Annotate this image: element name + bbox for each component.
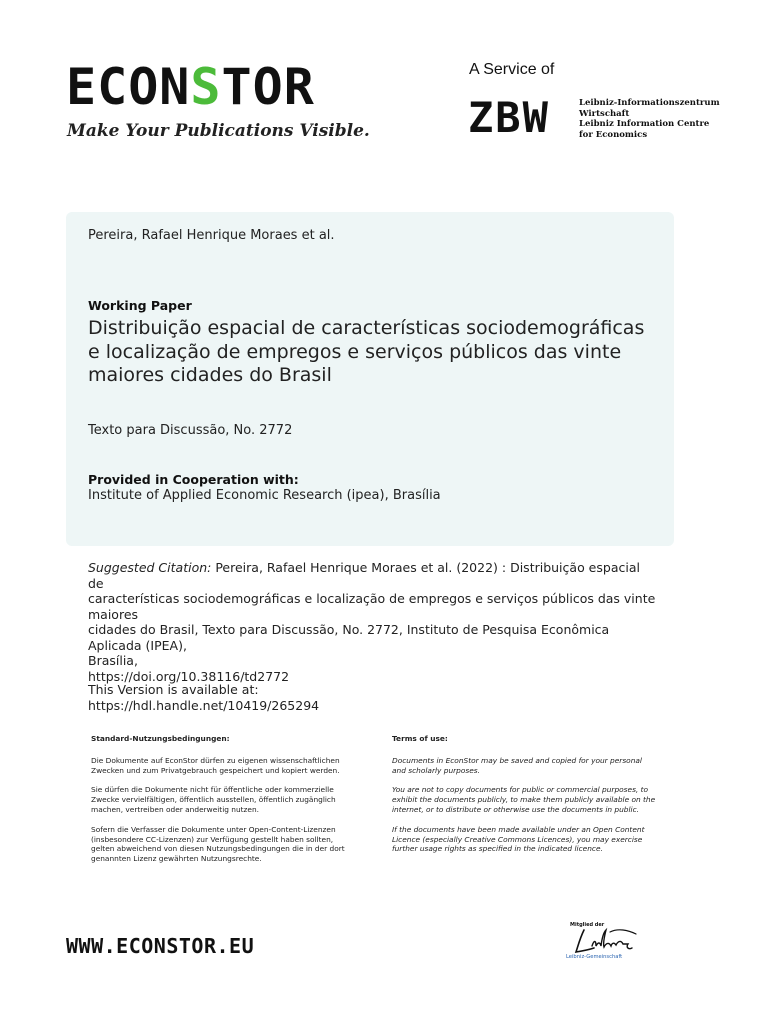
- document-title: [88, 317, 658, 388]
- econstor-website-link[interactable]: WWW.ECONSTOR.EU: [66, 934, 255, 958]
- terms-paragraph: Die Dokumente auf EconStor dürfen zu eigenen wissenschaftlichen Zwecken und zum Privatgebrauch gespeichert und kopiert werden.: [91, 755, 340, 775]
- title-line: e localização de empregos e serviços públicos das vinte: [88, 340, 622, 363]
- leibniz-member-label: Mitglied der: [570, 922, 605, 928]
- suggested-citation: [88, 560, 658, 684]
- terms-german-heading: Standard-Nutzungsbedingungen:: [91, 734, 230, 743]
- version-label: This Version is available at:: [88, 682, 259, 697]
- citation-label: Suggested Citation:: [88, 560, 212, 575]
- terms-english-heading: Terms of use:: [392, 734, 448, 743]
- leibniz-community-label: Leibniz-Gemeinschaft: [566, 954, 623, 960]
- citation-line: características sociodemográficas e localização de empregos e serviços públicos das vinte maiores: [88, 591, 656, 622]
- terms-german: [91, 734, 376, 874]
- leibniz-signature-icon: [566, 924, 646, 958]
- logo-green-letter: S: [190, 58, 222, 116]
- zbw-line: for Economics: [579, 129, 648, 140]
- zbw-logo: ZBW: [468, 93, 550, 142]
- version-url-link[interactable]: https://hdl.handle.net/10419/265294: [88, 698, 320, 713]
- citation-line: cidades do Brasil, Texto para Discussão, No. 2772, Instituto de Pesquisa Econômica Aplicada (IPEA),: [88, 622, 610, 653]
- citation-line: Pereira, Rafael Henrique Moraes et al. (2022) : Distribuição espacial de: [88, 560, 640, 591]
- provided-value: Institute of Applied Economic Research (ipea), Brasília: [88, 488, 441, 503]
- series-info: Texto para Discussão, No. 2772: [88, 423, 293, 438]
- version-info: [88, 682, 319, 714]
- authors: Pereira, Rafael Henrique Moraes et al.: [88, 228, 335, 243]
- terms-english: [392, 734, 677, 864]
- terms-paragraph: Sofern die Verfasser die Dokumente unter Open-Content-Lizenzen (insbesondere CC-Lizenzen) zur Verfügung gestellt haben sollten, gelten abweichend von diesen Nutzungsbedingungen die in der dort genannten Lizenz gewährten Nutzungsrechte.: [91, 824, 345, 864]
- zbw-line: Leibniz-Informationszentrum: [579, 98, 720, 108]
- title-line: maiores cidades do Brasil: [88, 364, 332, 386]
- zbw-institution-name: [579, 98, 720, 140]
- title-line: Distribuição espacial de características sociodemográficas: [88, 317, 645, 339]
- terms-paragraph: You are not to copy documents for public or commercial purposes, to exhibit the documents publicly, to make them publicly available on the internet, or to distribute or otherwise use the documents in public.: [392, 785, 656, 814]
- econstor-logo: ECONSTOR: [66, 58, 315, 116]
- zbw-line: Leibniz Information Centre: [579, 119, 710, 129]
- econstor-tagline: Make Your Publications Visible.: [67, 121, 370, 141]
- terms-paragraph: Documents in EconStor may be saved and copied for your personal and scholarly purposes.: [392, 755, 642, 775]
- leibniz-logo: [566, 920, 646, 972]
- provided-label: Provided in Cooperation with:: [88, 472, 299, 487]
- terms-paragraph: If the documents have been made available under an Open Content Licence (especially Creative Commons Licences), you may exercise further usage rights as specified in the indicated licence.: [392, 824, 645, 854]
- service-label: A Service of: [469, 61, 555, 78]
- document-type: Working Paper: [88, 298, 192, 313]
- citation-line: Brasília,: [88, 653, 138, 668]
- zbw-line: Wirtschaft: [579, 108, 630, 119]
- citation-doi-link[interactable]: https://doi.org/10.38116/td2772: [88, 668, 290, 684]
- terms-paragraph: Sie dürfen die Dokumente nicht für öffentliche oder kommerzielle Zwecke vervielfältigen, öffentlich ausstellen, öffentlich zugänglich machen, vertreiben oder anderweitig nutzen.: [91, 785, 336, 814]
